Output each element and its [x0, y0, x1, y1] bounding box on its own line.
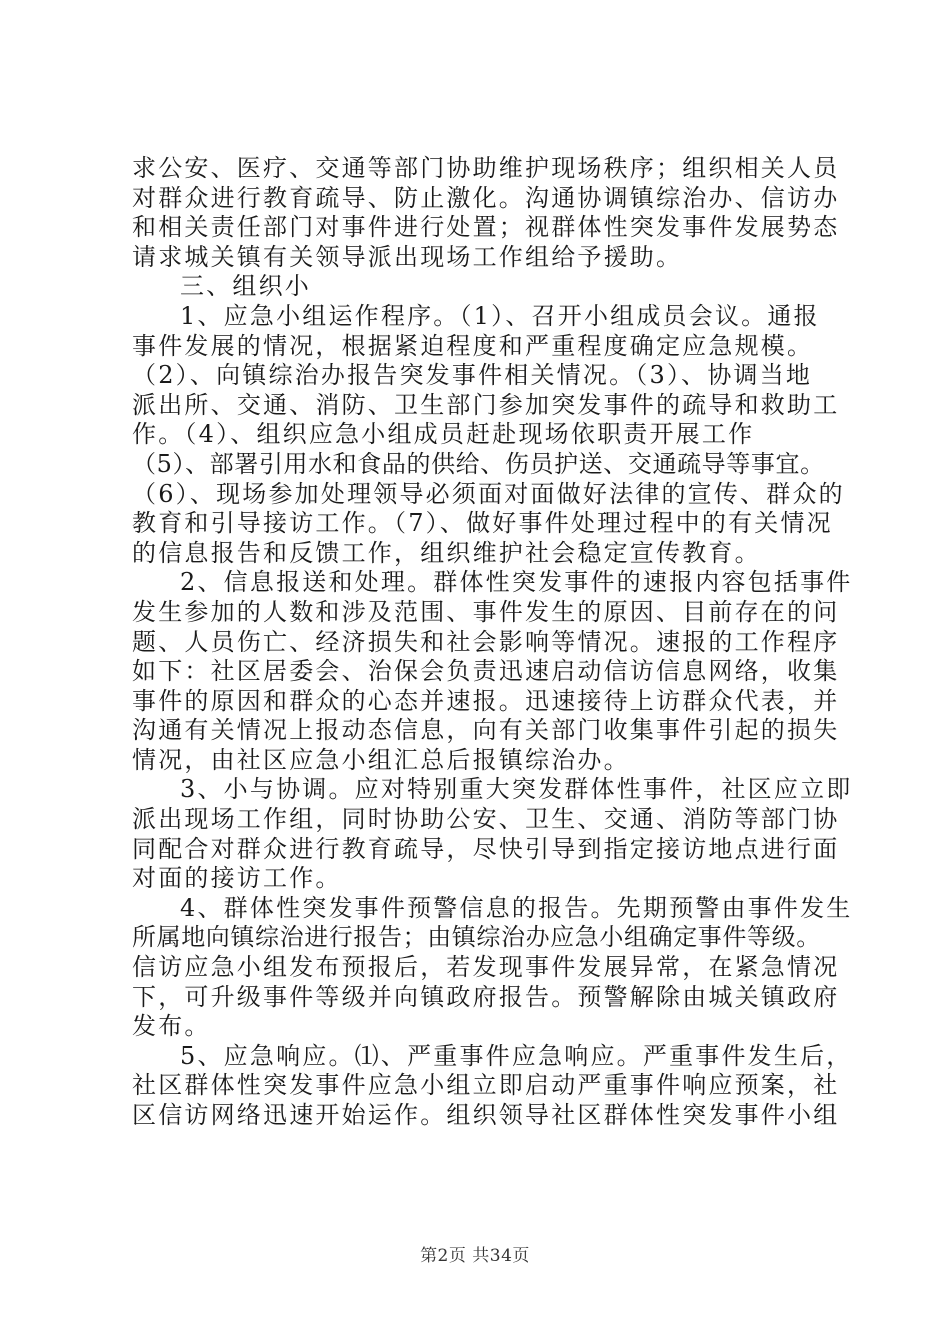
- text-line: 教育和引导接访工作。（7）、做好事件处理过程中的有关情况: [132, 509, 833, 538]
- page-number-footer: 第2页 共34页: [420, 1246, 530, 1266]
- text-line: 下，可升级事件等级并向镇政府报告。预警解除由城关镇政府: [132, 982, 840, 1011]
- text-line: （2）、向镇综治办报告突发事件相关情况。（3）、协调当地: [132, 361, 813, 390]
- text-line: 2、信息报送和处理。群体性突发事件的速报内容包括事件: [180, 568, 853, 597]
- text-line: 题、人员伤亡、经济损失和社会影响等情况。速报的工作程序: [132, 627, 840, 656]
- text-line: 求公安、医疗、交通等部门协助维护现场秩序；组织相关人员: [132, 154, 840, 182]
- text-line: 信访应急小组发布预报后，若发现事件发展异常，在紧急情况: [132, 953, 840, 982]
- text-line: 三、组织小: [180, 272, 311, 301]
- text-line: （6）、现场参加处理领导必须面对面做好法律的宣传、群众的: [132, 479, 845, 508]
- text-line: 区信访网络迅速开始运作。组织领导社区群体性突发事件小组: [132, 1101, 840, 1129]
- text-line: 派出所、交通、消防、卫生部门参加突发事件的疏导和救助工: [132, 390, 840, 419]
- text-line: 社区群体性突发事件应急小组立即启动严重事件响应预案，社: [132, 1071, 840, 1100]
- text-line: 请求城关镇有关领导派出现场工作组给予援助。: [132, 242, 683, 271]
- text-line: 事件的原因和群众的心态并速报。迅速接待上访群众代表，并: [132, 686, 840, 715]
- text-line: 5、应急响应。⑴、严重事件应急响应。严重事件发生后，: [180, 1041, 853, 1070]
- text-line: 对面的接访工作。: [132, 864, 342, 893]
- text-line: 对群众进行教育疏导、防止激化。沟通协调镇综治办、信访办: [132, 183, 840, 212]
- text-line: 派出现场工作组，同时协助公安、卫生、交通、消防等部门协: [132, 805, 840, 834]
- text-line: 4、群体性突发事件预警信息的报告。先期预警由事件发生: [180, 893, 853, 922]
- text-line: 情况，由社区应急小组汇总后报镇综治办。: [132, 745, 630, 774]
- text-line: 的信息报告和反馈工作，组织维护社会稳定宣传教育。: [132, 538, 761, 567]
- text-line: 作。（4）、组织应急小组成员赶赴现场依职责开展工作: [132, 420, 755, 449]
- text-line: 和相关责任部门对事件进行处置；视群体性突发事件发展势态: [132, 213, 840, 242]
- text-line: 1、应急小组运作程序。（1）、召开小组成员会议。通报: [180, 301, 820, 330]
- text-line: 同配合对群众进行教育疏导，尽快引导到指定接访地点进行面: [132, 834, 840, 863]
- text-line: 3、小与协调。应对特别重大突发群体性事件，社区应立即: [180, 775, 853, 804]
- text-line: 事件发展的情况，根据紧迫程度和严重程度确定应急规模。: [132, 331, 814, 360]
- text-line: 如下：社区居委会、治保会负责迅速启动信访信息网络，收集: [132, 657, 840, 686]
- text-line: 发布。: [132, 1012, 211, 1041]
- text-line: 发生参加的人数和涉及范围、事件发生的原因、目前存在的问: [132, 597, 840, 626]
- document-body: [132, 154, 853, 1131]
- text-line: 沟通有关情况上报动态信息，向有关部门收集事件引起的损失: [132, 716, 840, 745]
- text-line: （5）、部署引用水和食品的供给、伤员护送、交通疏导等事宜。: [132, 449, 825, 478]
- text-line: 所属地向镇综治进行报告；由镇综治办应急小组确定事件等级。: [132, 923, 821, 952]
